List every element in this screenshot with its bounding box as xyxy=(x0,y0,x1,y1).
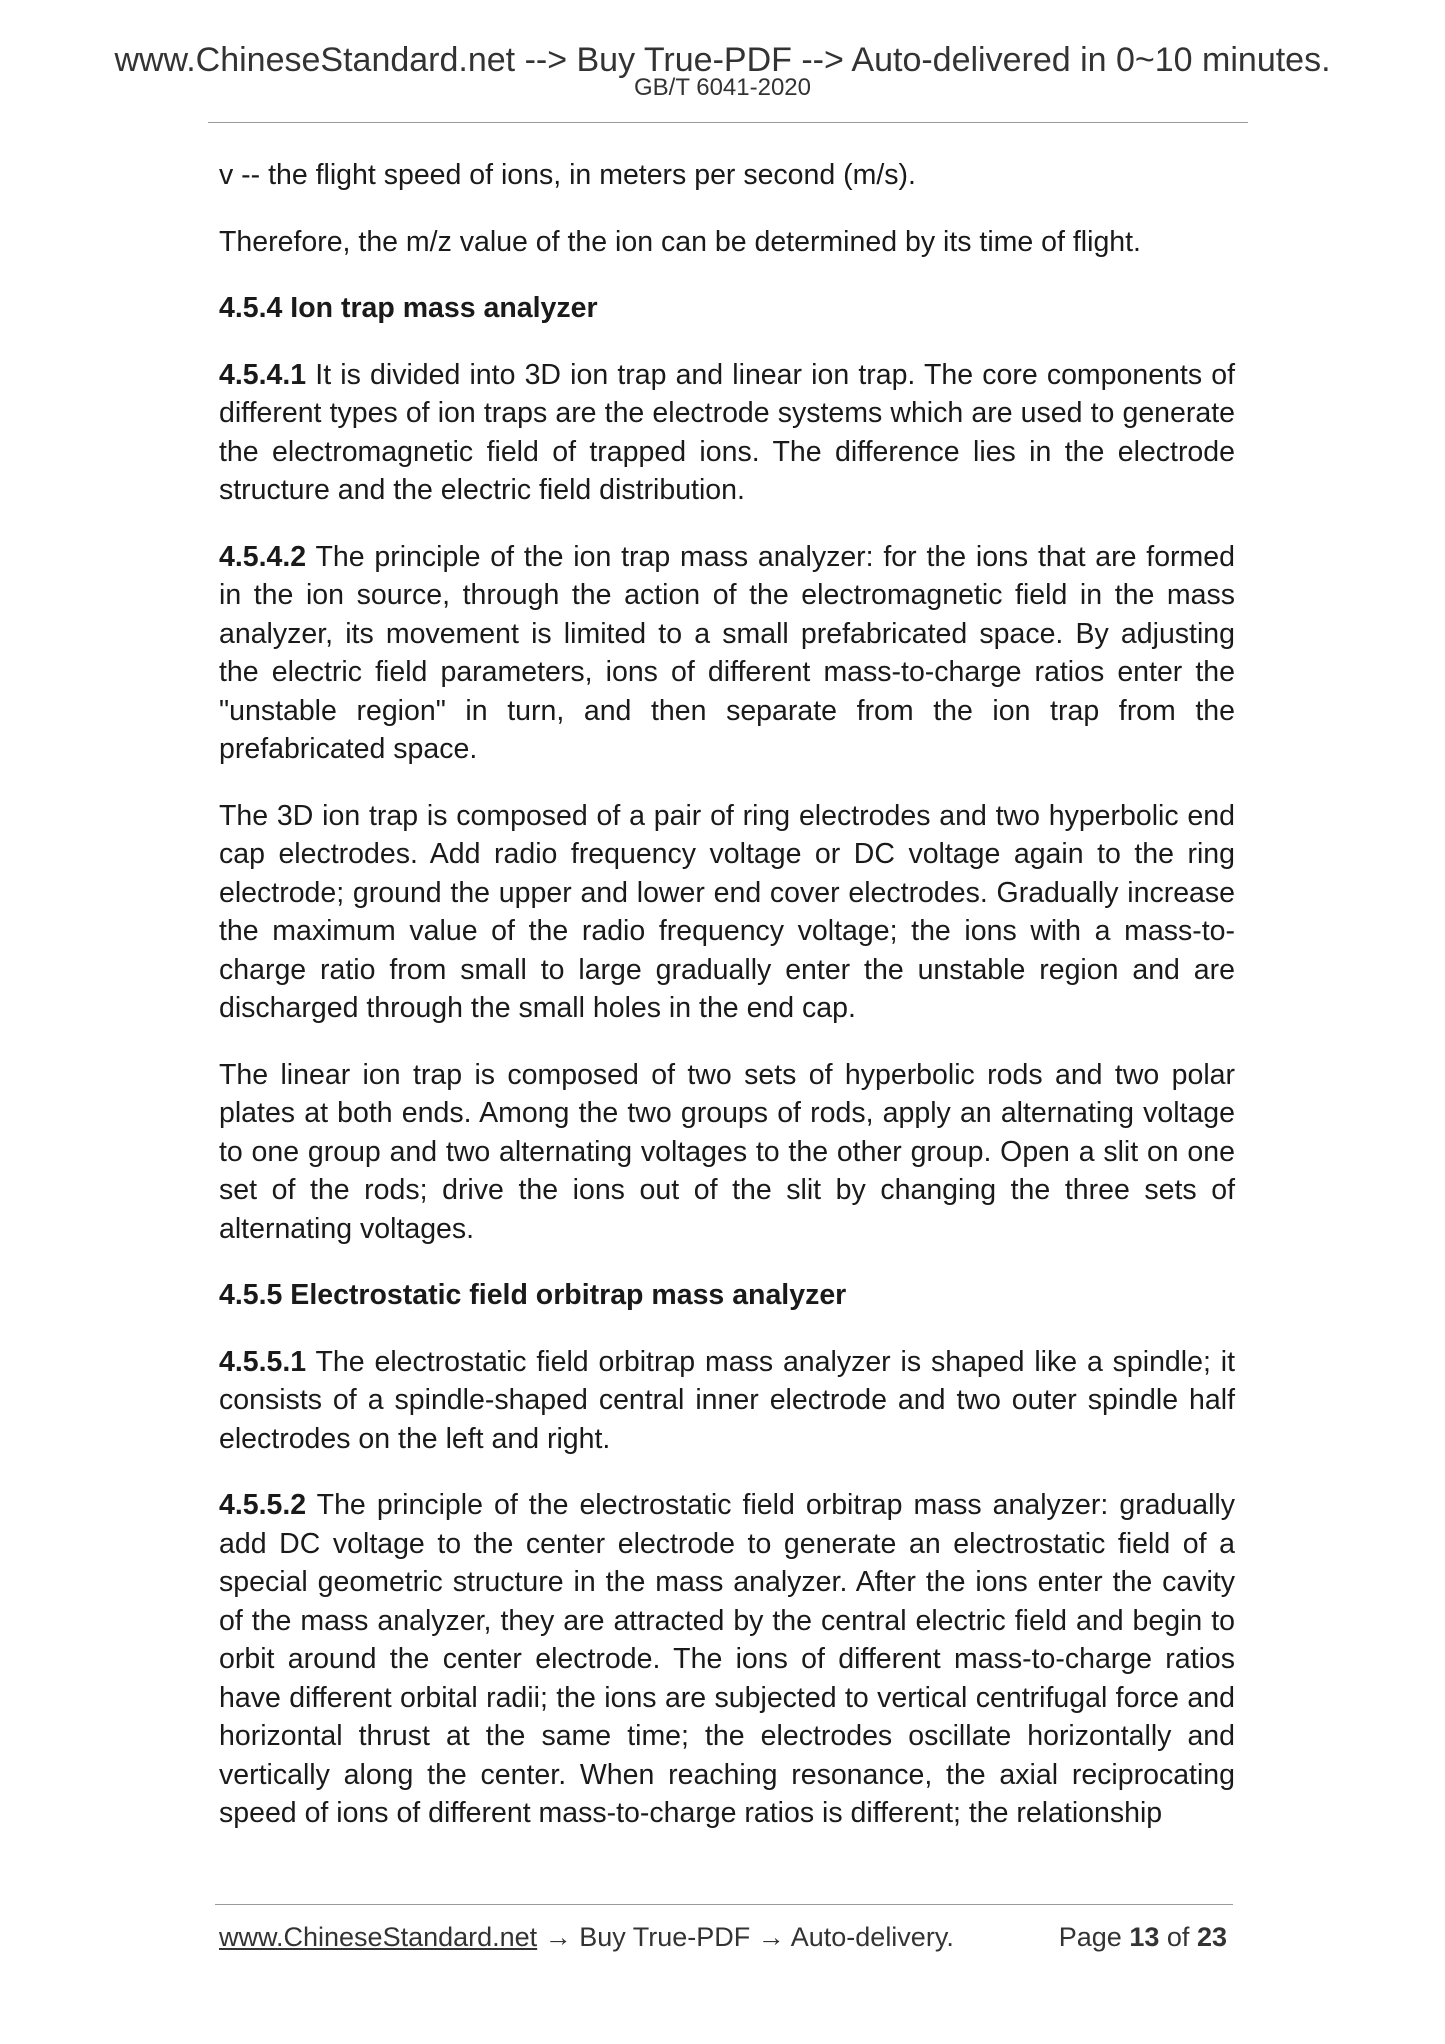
clause-text: The principle of the electrostatic field orbitrap mass analyzer: gradually add DC voltage to the center electrode to generate an electrostatic field of a special geometric structure in the mass analyzer. After the ions enter the cavity of the mass analyzer, they are attracted by the central electric field and begin to orbit around the center electrode. The ions of different mass-to-charge ratios have different orbital radii; the ions are subjected to vertical centrifugal force and horizontal thrust at the same time; the electrodes oscillate horizontally and vertically along the center. When reaching resonance, the axial reciprocating speed of ions of different mass-to-charge ratios is different; the relationship xyxy=(219,1489,1235,1829)
clause-4-5-5-2 xyxy=(219,1486,1235,1833)
website-link[interactable]: www.ChineseStandard.net xyxy=(219,1922,538,1952)
page-label: Page xyxy=(1058,1922,1122,1952)
clause-text: It is divided into 3D ion trap and linear ion trap. The core components of different types of ion traps are the electrode systems which are used to generate the electromagnetic field of trapped ions. The difference lies in the electrode structure and the electric field distribution. xyxy=(219,358,1235,506)
section-heading-4-5-4: 4.5.4 Ion trap mass analyzer xyxy=(219,292,598,324)
page-footer xyxy=(219,1920,1227,1954)
current-page-number: 13 xyxy=(1129,1922,1160,1952)
clause-4-5-4-1 xyxy=(219,356,1235,510)
clause-text: The principle of the ion trap mass analyzer: for the ions that are formed in the ion source, through the action of the electromagnetic field in the mass analyzer, its movement is limited to a small prefabricated space. By adjusting the electric field parameters, ions of different mass-to-charge ratios enter the "unstable region" in turn, and then separate from the ion trap from the prefabricated space. xyxy=(219,540,1235,765)
clause-text: The electrostatic field orbitrap mass analyzer is shaped like a spindle; it consists of a spindle-shaped central inner electrode and two outer spindle half electrodes on the left and right. xyxy=(219,1345,1235,1455)
document-body xyxy=(219,156,1235,1861)
footer-promo xyxy=(219,1920,954,1954)
clause-4-5-4-2 xyxy=(219,538,1235,769)
footer-divider xyxy=(215,1904,1233,1905)
total-page-count: 23 xyxy=(1196,1922,1227,1952)
clause-number: 4.5.4.1 xyxy=(219,358,307,391)
linear-ion-trap-paragraph: The linear ion trap is composed of two sets of hyperbolic rods and two polar plates at both ends. Among the two groups of rods, apply an alternating voltage to one group and two alternating voltages to the other group. Open a slit on one set of the rods; drive the ions out of the slit by changing the three sets of alternating voltages. xyxy=(219,1058,1235,1245)
section-heading-4-5-5: 4.5.5 Electrostatic field orbitrap mass analyzer xyxy=(219,1279,847,1311)
header-divider xyxy=(208,122,1248,123)
clause-number: 4.5.5.2 xyxy=(219,1489,307,1521)
variable-definition-paragraph: v -- the flight speed of ions, in meters per second (m/s). xyxy=(219,159,916,191)
source-banner: www.ChineseStandard.net --> Buy True-PDF --> Auto-delivered in 0~10 minutes. xyxy=(114,41,1331,79)
standard-code: GB/T 6041-2020 xyxy=(633,74,811,101)
footer-tagline: → Buy True-PDF → Auto-delivery. xyxy=(537,1922,954,1952)
page-indicator xyxy=(1059,1920,1227,1954)
clause-number: 4.5.4.2 xyxy=(219,540,307,573)
time-of-flight-conclusion: Therefore, the m/z value of the ion can be determined by its time of flight. xyxy=(219,225,1141,258)
clause-4-5-5-1 xyxy=(219,1343,1235,1459)
3d-ion-trap-paragraph: The 3D ion trap is composed of a pair of ring electrodes and two hyperbolic end cap electrodes. Add radio frequency voltage or DC voltage again to the ring electrode; ground the upper and lower end cover electrodes. Gradually increase the maximum value of the radio frequency voltage; the ions with a mass-to-charge ratio from small to large gradually enter the unstable region and are discharged through the small holes in the end cap. xyxy=(219,799,1235,1024)
clause-number: 4.5.5.1 xyxy=(219,1345,307,1378)
page-of-label: of xyxy=(1166,1922,1190,1952)
